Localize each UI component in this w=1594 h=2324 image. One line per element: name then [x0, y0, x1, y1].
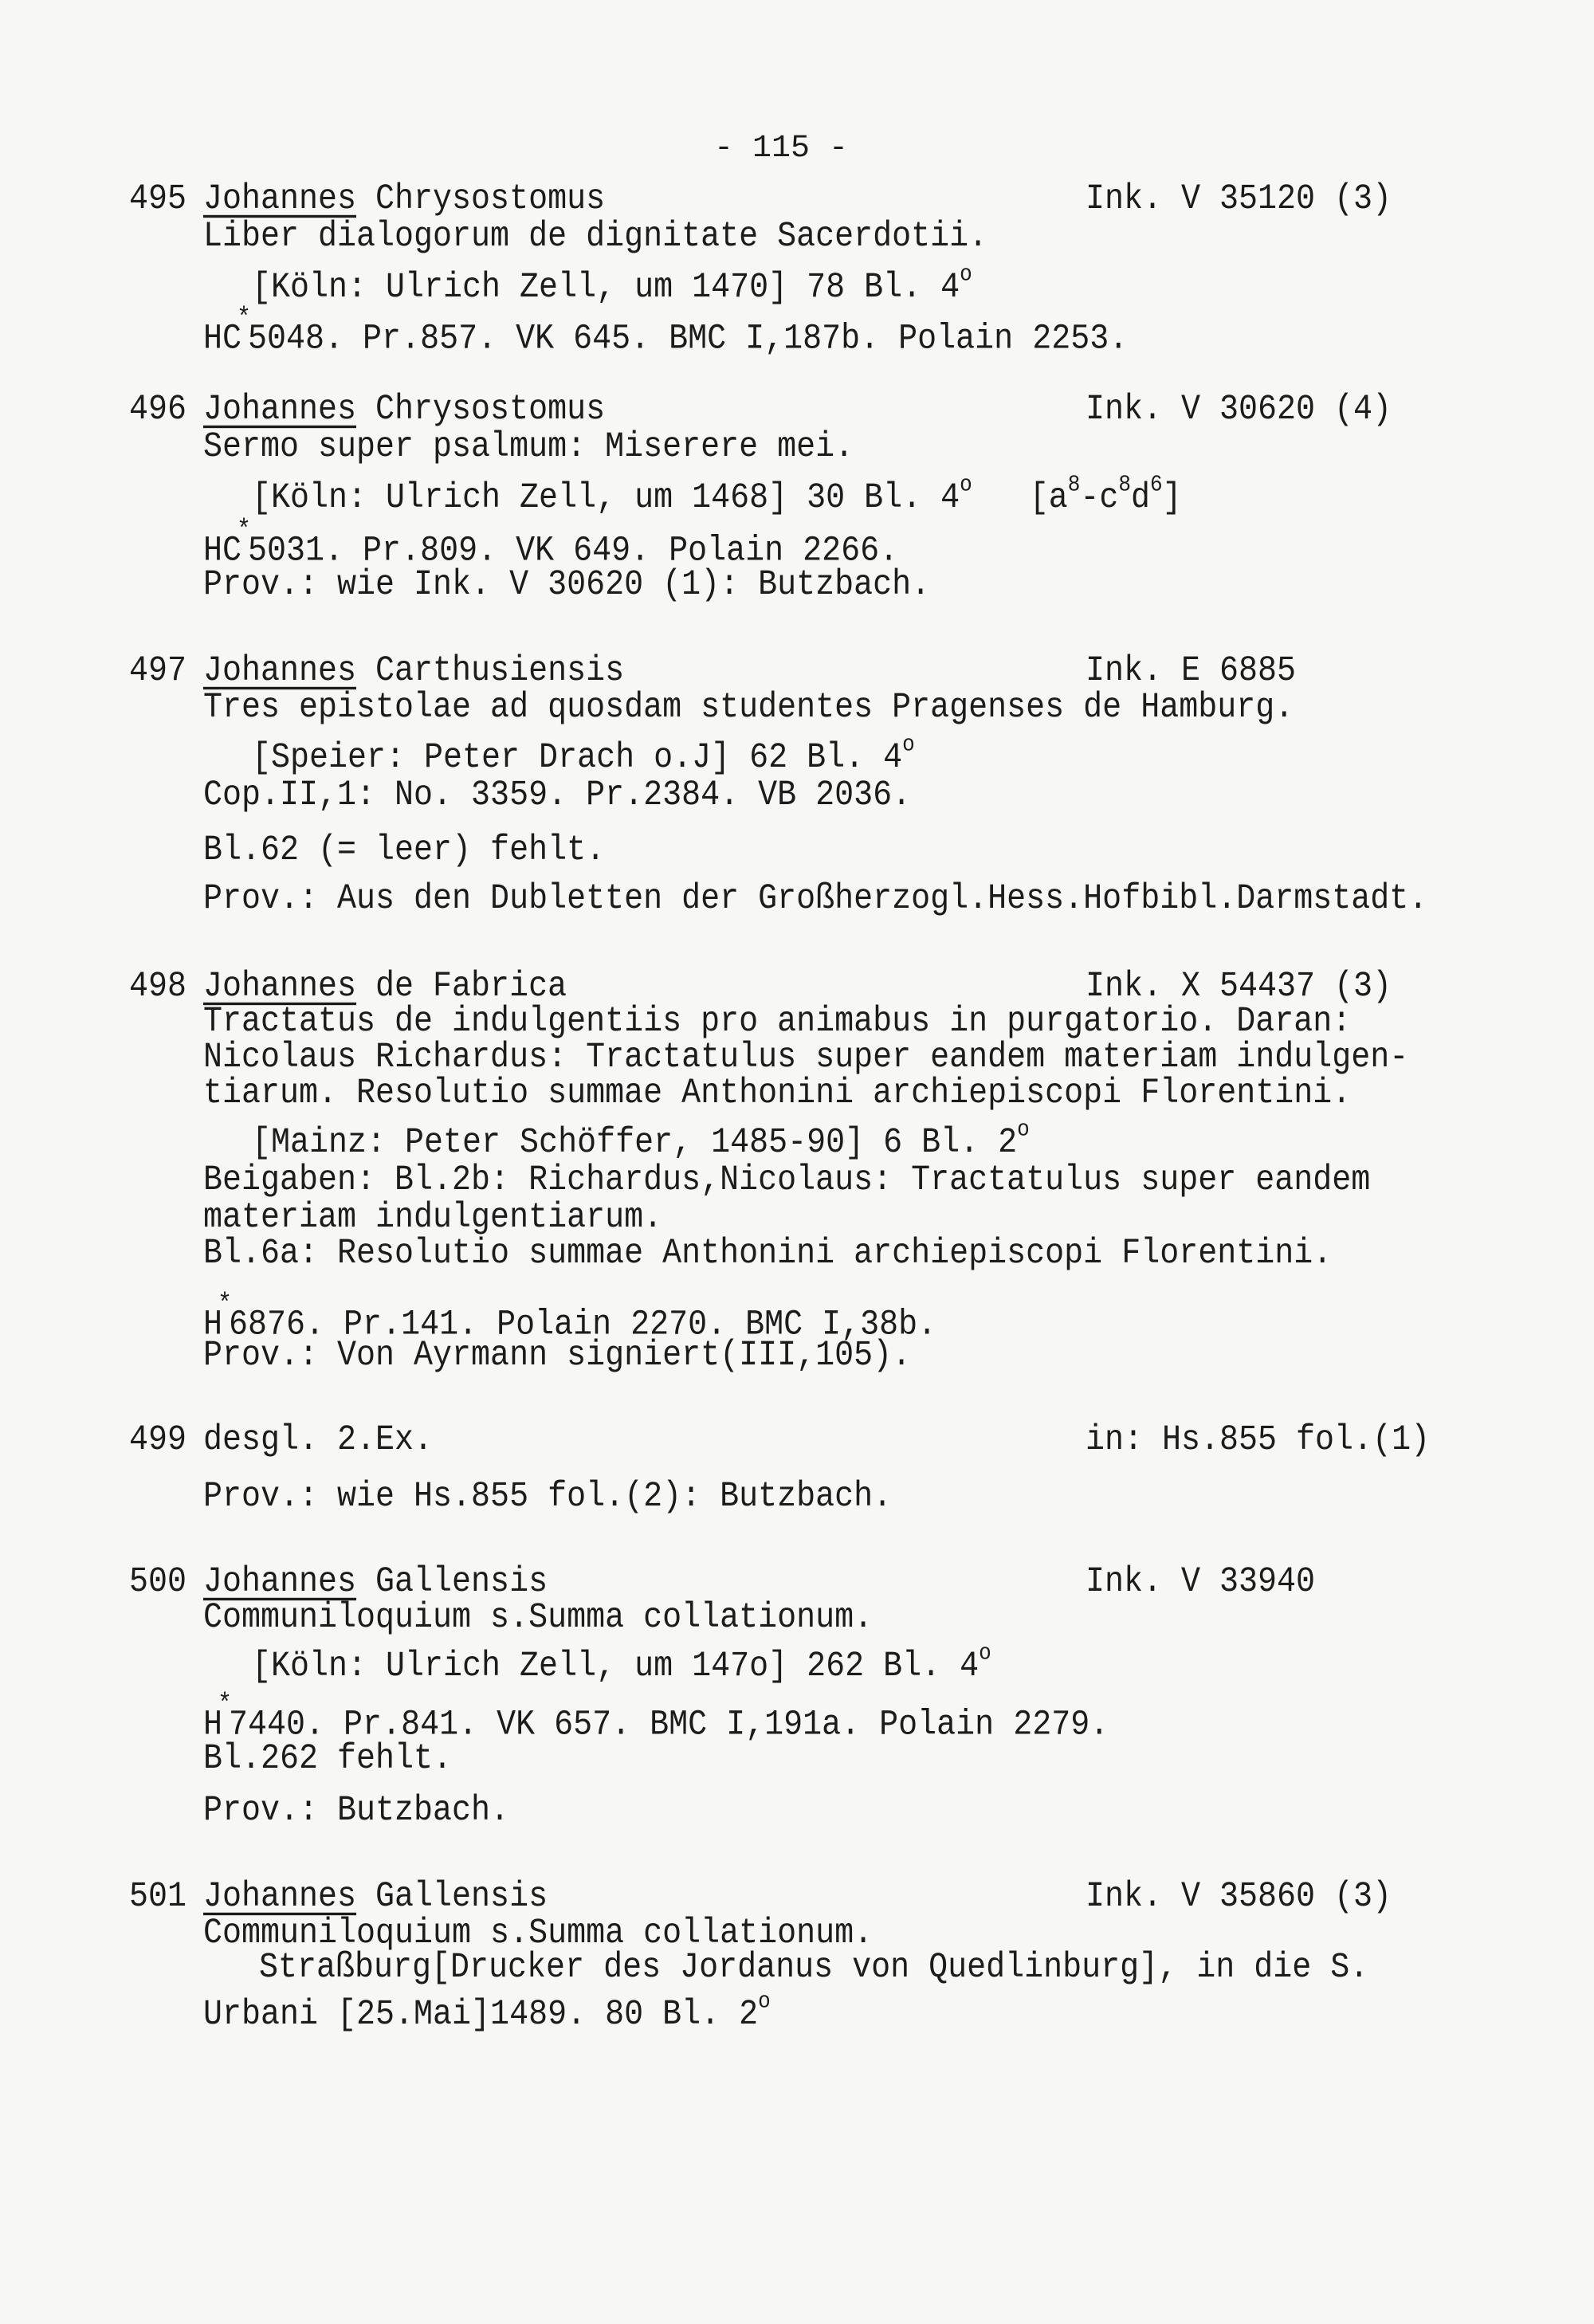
entry-line: [203, 510, 898, 572]
entry-line: [203, 1002, 1351, 1043]
text-segment: 5048. Pr.857. VK 645. BMC I,187b. Polain 2253.: [248, 319, 1129, 360]
entry-line: [203, 1981, 771, 2035]
entry-line: [252, 1632, 991, 1687]
entry-line: [203, 427, 854, 469]
entry-number: 500: [129, 1562, 187, 1603]
text-segment: [Köln: Ulrich Zell, um 1468] 30 Bl. 4: [252, 477, 960, 519]
entry-line: [203, 1684, 1109, 1746]
entry-line: [203, 1791, 509, 1832]
entry-number: 497: [129, 651, 187, 692]
text-segment: Chrysostomus: [356, 179, 606, 220]
text-segment: [Köln: Ulrich Zell, um 1470] 78 Bl. 4: [252, 267, 960, 308]
text-segment: Beigaben: Bl.2b: Richardus,Nicolaus: Tractatulus super eandem: [203, 1160, 1371, 1201]
entry-heading: [203, 651, 624, 693]
text-segment: Cop.II,1: No. 3359. Pr.2384. VB 2036.: [203, 775, 912, 816]
author-underlined: Johannes: [203, 1562, 357, 1603]
superscript: 8: [1067, 470, 1081, 498]
shelfmark: Ink. V 33940: [1086, 1562, 1316, 1603]
superscript: o: [1017, 1115, 1030, 1143]
entry-line: [252, 724, 915, 779]
text-segment: [Köln: Ulrich Zell, um 147o] 262 Bl. 4: [252, 1646, 980, 1687]
text-segment: Communiloquium s.Summa collationum.: [203, 1598, 874, 1639]
asterisk-mark: *: [218, 1689, 233, 1720]
entry-line: [203, 830, 605, 872]
text-segment: HC: [203, 319, 242, 360]
entry-line: [203, 1477, 892, 1518]
entry-line: [203, 1038, 1408, 1079]
text-segment: 5031. Pr.809. VK 649. Polain 2266.: [248, 531, 899, 572]
shelfmark: Ink. E 6885: [1086, 651, 1297, 692]
text-segment: Straßburg[Drucker des Jordanus von Quedlinburg], in die S.: [259, 1948, 1369, 1988]
text-segment: desgl. 2.Ex.: [203, 1420, 434, 1461]
text-segment: H: [203, 1705, 223, 1746]
text-segment: Prov.: wie Hs.855 fol.(2): Butzbach.: [203, 1477, 893, 1517]
entry-heading: [203, 1877, 548, 1918]
text-segment: Prov.: Aus den Dubletten der Großherzogl.Hess.Hofbibl.Darmstadt.: [203, 879, 1428, 920]
text-segment: [Speier: Peter Drach o.J] 62 Bl. 4: [252, 737, 903, 779]
text-segment: Bl.62 (= leer) fehlt.: [203, 830, 606, 871]
text-segment: tiarum. Resolutio summae Anthonini archiepiscopi Florentini.: [203, 1074, 1352, 1114]
entry-line: [203, 1739, 452, 1780]
entry-line: [203, 1234, 1332, 1275]
text-segment: Prov.: wie Ink. V 30620 (1): Butzbach.: [203, 565, 931, 606]
superscript: o: [902, 730, 915, 758]
asterisk-mark: *: [237, 303, 252, 334]
text-segment: -c: [1080, 477, 1119, 519]
superscript: o: [960, 470, 972, 498]
entry-line: [203, 217, 987, 258]
text-segment: [Mainz: Peter Schöffer, 1485-90] 6 Bl. 2: [252, 1122, 1018, 1164]
entry-number: 499: [129, 1420, 187, 1461]
text-segment: Tractatus de indulgentiis pro animabus in purgatorio. Daran:: [203, 1002, 1352, 1042]
entry-line: [203, 1160, 1370, 1202]
author-underlined: Johannes: [203, 390, 357, 430]
asterisk-mark: *: [218, 1289, 233, 1320]
shelfmark: Ink. V 30620 (4): [1086, 390, 1392, 430]
text-segment: de Fabrica: [356, 967, 567, 1007]
entry-number: 501: [129, 1877, 187, 1918]
entry-line: [203, 1198, 662, 1239]
text-segment: ]: [1162, 477, 1182, 519]
superscript: 8: [1118, 470, 1132, 498]
text-segment: Bl.262 fehlt.: [203, 1739, 453, 1780]
text-segment: 7440. Pr.841. VK 657. BMC I,191a. Polain 2279.: [229, 1705, 1109, 1746]
entry-line: [203, 1336, 911, 1377]
entry-line: [203, 688, 1294, 729]
text-segment: materiam indulgentiarum.: [203, 1198, 663, 1239]
entry-number: 498: [129, 967, 187, 1007]
entry-line: [203, 879, 1427, 921]
entry-number: 496: [129, 390, 187, 430]
text-segment: Prov.: Butzbach.: [203, 1791, 510, 1831]
text-segment: Bl.6a: Resolutio summae Anthonini archiepiscopi Florentini.: [203, 1234, 1333, 1274]
text-segment: Tres epistolae ad quosdam studentes Pragenses de Hamburg.: [203, 688, 1294, 728]
entry-heading: [203, 179, 605, 221]
shelfmark: Ink. X 54437 (3): [1086, 967, 1392, 1007]
text-segment: HC: [203, 531, 242, 572]
entry-heading: [203, 390, 605, 431]
entry-heading: [203, 1562, 548, 1604]
entry-line: [252, 1109, 1030, 1164]
text-segment: H: [203, 1305, 223, 1346]
entry-number: 495: [129, 179, 187, 220]
text-segment: Communiloquium s.Summa collationum.: [203, 1914, 874, 1954]
text-segment: Chrysostomus: [356, 390, 606, 430]
entry-line: [203, 775, 911, 817]
text-segment: d: [1131, 477, 1151, 519]
author-underlined: Johannes: [203, 651, 357, 692]
text-segment: Gallensis: [356, 1562, 548, 1603]
shelfmark: Ink. V 35860 (3): [1086, 1877, 1392, 1918]
author-underlined: Johannes: [203, 179, 357, 220]
text-segment: Carthusiensis: [356, 651, 625, 692]
asterisk-mark: *: [237, 515, 252, 546]
shelfmark: Ink. V 35120 (3): [1086, 179, 1392, 220]
superscript: o: [960, 260, 972, 288]
author-underlined: Johannes: [203, 1877, 357, 1918]
text-segment: Sermo super psalmum: Miserere mei.: [203, 427, 854, 468]
text-segment: Prov.: Von Ayrmann signiert(III,105).: [203, 1336, 912, 1376]
text-segment: Gallensis: [356, 1877, 548, 1918]
page-number: - 115 -: [714, 131, 849, 167]
text-segment: Nicolaus Richardus: Tractatulus super eandem materiam indulgen-: [203, 1038, 1409, 1078]
entry-line: [203, 565, 930, 607]
text-segment: Urbani [25.Mai]1489. 80 Bl. 2: [203, 1994, 759, 2035]
superscript: o: [758, 1987, 771, 2015]
superscript: o: [979, 1639, 991, 1666]
text-segment: Liber dialogorum de dignitate Sacerdotii.: [203, 217, 988, 257]
text-segment: 6876. Pr.141. Polain 2270. BMC I,38b.: [229, 1305, 937, 1346]
author-underlined: Johannes: [203, 967, 357, 1007]
entry-line: [203, 298, 1128, 360]
superscript: 6: [1150, 470, 1163, 498]
shelfmark: in: Hs.855 fol.(1): [1086, 1420, 1431, 1461]
text-segment: [a: [972, 477, 1068, 519]
entry-heading: [203, 1420, 433, 1462]
